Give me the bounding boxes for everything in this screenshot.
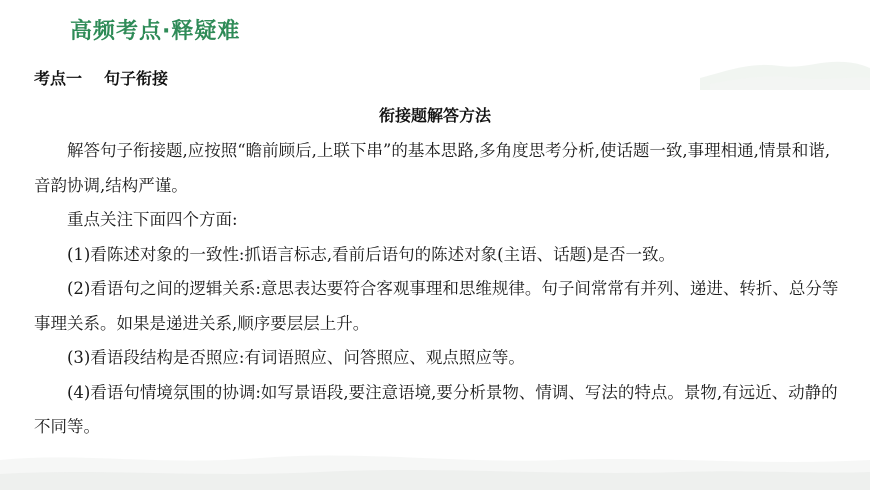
paragraph-point-4: (4)看语句情境氛围的协调:如写景语段,要注意语境,要分析景物、情调、写法的特点。景物,有远近、动静的不同等。	[34, 382, 838, 436]
page-title: 高频考点·释疑难	[70, 19, 241, 44]
mountain-decoration	[700, 40, 870, 90]
paragraph-point-2: (2)看语句之间的逻辑关系:意思表达要符合客观事理和思维规律。句子间常常有并列、递进、转折、总分等事理关系。如果是递进关系,顺序要层层上升。	[34, 279, 839, 333]
paragraph-focus: 重点关注下面四个方面:	[67, 210, 238, 229]
paragraph-point-1: (1)看陈述对象的一致性:抓语言标志,看前后语句的陈述对象(主语、话题)是否一致。	[67, 244, 676, 264]
section-label: 考点一	[34, 69, 83, 88]
section-heading	[34, 66, 168, 89]
method-title: 衔接题解答方法	[378, 106, 491, 125]
body-text	[34, 134, 842, 445]
paragraph-point-3: (3)看语段结构是否照应:有词语照应、问答照应、观点照应等。	[67, 348, 525, 367]
section-topic: 句子衔接	[104, 69, 169, 88]
paragraph-intro: 解答句子衔接题,应按照“瞻前顾后,上联下串”的基本思路,多角度思考分析,使话题一致,事理相通,情景和谐,音韵协调,结构严谨。	[34, 141, 831, 195]
